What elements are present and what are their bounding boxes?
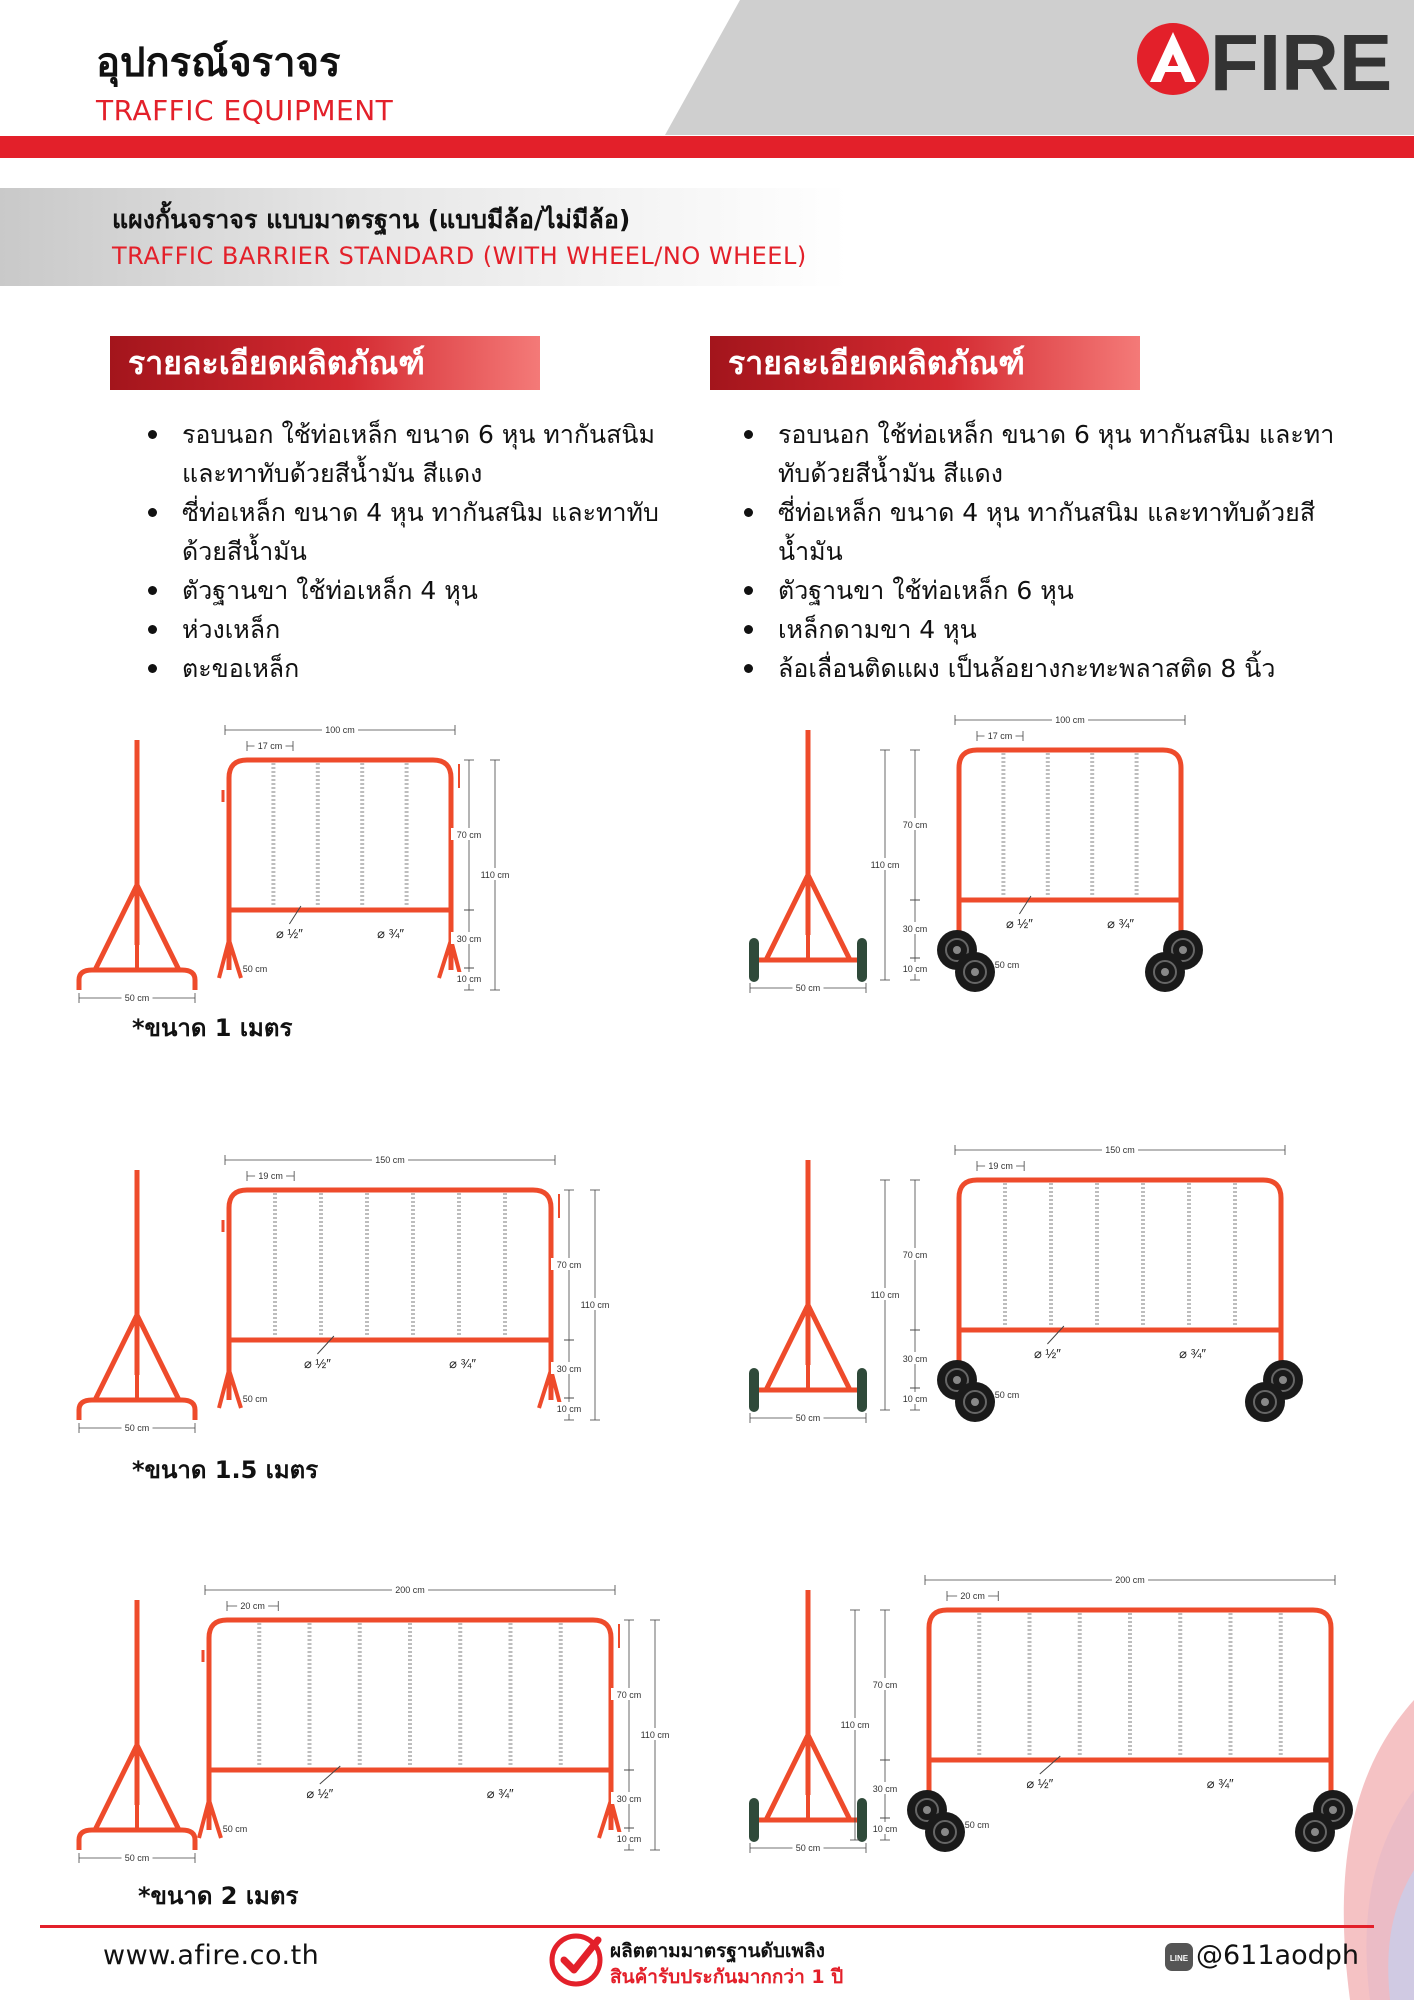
wheel-axle (1161, 968, 1169, 976)
side-wheel (857, 1798, 867, 1842)
side-wheel (749, 938, 759, 982)
dimension-label: 50 cm (795, 1413, 821, 1423)
svg-text:LINE: LINE (1169, 1954, 1189, 1963)
dimension-label: 150 cm (375, 1155, 405, 1165)
details-heading-left: รายละเอียดผลิตภัณฑ์ (110, 336, 540, 390)
dimension-label: 20 cm (240, 1601, 265, 1611)
side-wheel (749, 1368, 759, 1412)
check-badge-icon (548, 1932, 604, 1988)
wheel-axle (953, 1376, 961, 1384)
barrier-frame (959, 1180, 1281, 1390)
feature-item: ซี่ท่อเหล็ก ขนาด 4 หุน ทากันสนิม และทาทับด้วยสีน้ำมัน (148, 493, 698, 571)
wheel-axle (953, 946, 961, 954)
feature-item: ตะขอเหล็ก (148, 649, 698, 688)
dimension-label: ⌀ ½″ (1005, 916, 1033, 931)
feature-list-left (148, 415, 698, 688)
guarantee-line-1: ผลิตตามมาตรฐานดับเพลิง (610, 1940, 825, 1962)
dimension-label: 10 cm (902, 964, 928, 974)
barrier-drawing-with-wheel (740, 1140, 1380, 1440)
barrier-frame (229, 760, 451, 970)
dimension-label: 50 cm (124, 993, 150, 1003)
dimension-label: 50 cm (795, 983, 821, 993)
side-base (79, 1400, 195, 1420)
dimension-label: 110 cm (640, 1730, 670, 1740)
barrier-frame (959, 750, 1181, 960)
page-title-en: TRAFFIC EQUIPMENT (96, 94, 394, 127)
dimension-label: ⌀ ¾″ (486, 1786, 514, 1801)
details-heading-right: รายละเอียดผลิตภัณฑ์ (710, 336, 1140, 390)
wheel-axle (1261, 1398, 1269, 1406)
side-base (79, 1830, 195, 1850)
dimension-label: 70 cm (902, 1250, 928, 1260)
dimension-label: 70 cm (556, 1260, 582, 1270)
barrier-frame (229, 1190, 551, 1400)
side-wheel (749, 1798, 759, 1842)
dimension-label: 30 cm (872, 1784, 898, 1794)
dimension-label: 19 cm (258, 1171, 283, 1181)
barrier-drawing-with-wheel (740, 1570, 1380, 1870)
afire-logo (1136, 20, 1392, 98)
dimension-label: ⌀ ½″ (306, 1786, 334, 1801)
feature-item: เหล็กดามขา 4 หุน (744, 610, 1344, 649)
wheel-axle (1179, 946, 1187, 954)
dimension-label: ⌀ ¾″ (1206, 1776, 1234, 1791)
dimension-label: ⌀ ¾″ (1179, 1346, 1207, 1361)
dimension-label: 110 cm (870, 860, 900, 870)
dimension-label: 100 cm (1055, 715, 1085, 725)
dimension-label: 70 cm (872, 1680, 898, 1690)
size-label-1-5m: *ขนาด 1.5 เมตร (132, 1456, 319, 1484)
dimension-label: 20 cm (960, 1591, 985, 1601)
dimension-label: 50 cm (795, 1843, 821, 1853)
dimension-label: 70 cm (456, 830, 482, 840)
dimension-label: 30 cm (902, 924, 928, 934)
wheel-axle (971, 968, 979, 976)
a-triangle-logo-icon (1136, 20, 1392, 98)
dimension-label: 10 cm (872, 1824, 898, 1834)
barrier-drawing-with-wheel (740, 710, 1380, 1010)
side-wheel (857, 1368, 867, 1412)
dimension-label: 10 cm (556, 1404, 582, 1414)
dimension-label: 50 cm (242, 1394, 268, 1404)
dimension-label: ⌀ ½″ (1026, 1776, 1054, 1791)
feature-item: รอบนอก ใช้ท่อเหล็ก ขนาด 6 หุน ทากันสนิม และทาทับด้วยสีน้ำมัน สีแดง (744, 415, 1344, 493)
dimension-label: 30 cm (616, 1794, 642, 1804)
barrier-drawing-no-wheel (60, 1150, 700, 1450)
dimension-label: 17 cm (257, 741, 283, 751)
logo-text: FIRE (1210, 20, 1392, 98)
dimension-label: 17 cm (987, 731, 1013, 741)
dimension-label: 30 cm (902, 1354, 928, 1364)
dimension-label: 70 cm (902, 820, 928, 830)
section-title-en: TRAFFIC BARRIER STANDARD (WITH WHEEL/NO WHEEL) (112, 242, 807, 270)
side-base (79, 970, 195, 990)
dimension-label: 150 cm (1105, 1145, 1135, 1155)
dimension-label: 50 cm (994, 960, 1020, 970)
dimension-label: 30 cm (456, 934, 482, 944)
dimension-label: 110 cm (480, 870, 510, 880)
feature-item: ล้อเลื่อนติดแผง เป็นล้อยางกะทะพลาสติด 8 นิ้ว (744, 649, 1344, 688)
dimension-label: 100 cm (325, 725, 355, 735)
wheel-axle (1279, 1376, 1287, 1384)
dimension-label: 50 cm (124, 1853, 150, 1863)
feature-item: ห่วงเหล็ก (148, 610, 698, 649)
dimension-label: ⌀ ¾″ (1107, 916, 1135, 931)
dimension-label: 110 cm (870, 1290, 900, 1300)
dimension-label: 50 cm (124, 1423, 150, 1433)
dimension-label: 110 cm (580, 1300, 610, 1310)
dimension-label: 10 cm (456, 974, 482, 984)
section-title-th: แผงกั้นจราจร แบบมาตรฐาน (แบบมีล้อ/ไม่มีล้อ) (112, 205, 631, 234)
feature-list-right (744, 415, 1344, 688)
dimension-label: 200 cm (395, 1585, 425, 1595)
feature-item: รอบนอก ใช้ท่อเหล็ก ขนาด 6 หุน ทากันสนิม และทาทับด้วยสีน้ำมัน สีแดง (148, 415, 698, 493)
line-app-icon (1164, 1942, 1194, 1972)
dimension-label: ⌀ ¾″ (377, 926, 405, 941)
size-label-1m: *ขนาด 1 เมตร (132, 1014, 293, 1042)
size-label-2m: *ขนาด 2 เมตร (138, 1882, 299, 1910)
header-red-bar (0, 136, 1414, 158)
side-wheel (857, 938, 867, 982)
dimension-label: 50 cm (242, 964, 268, 974)
barrier-drawing-no-wheel (60, 1580, 700, 1880)
dimension-label: 30 cm (556, 1364, 582, 1374)
dimension-label: 10 cm (902, 1394, 928, 1404)
wheel-axle (971, 1398, 979, 1406)
dimension-label: 200 cm (1115, 1575, 1145, 1585)
wheel-axle (923, 1806, 931, 1814)
footer-divider (40, 1925, 1374, 1928)
dimension-label: 50 cm (964, 1820, 990, 1830)
barrier-drawing-no-wheel (60, 720, 700, 1020)
dimension-label: ⌀ ½″ (1033, 1346, 1061, 1361)
line-id: @611aodph (1196, 1940, 1359, 1971)
dimension-label: 50 cm (994, 1390, 1020, 1400)
dimension-label: 50 cm (222, 1824, 248, 1834)
dimension-label: ⌀ ¾″ (449, 1356, 477, 1371)
dimension-label: 10 cm (616, 1834, 642, 1844)
dimension-label: 110 cm (840, 1720, 870, 1730)
feature-item: ตัวฐานขา ใช้ท่อเหล็ก 4 หุน (148, 571, 698, 610)
wheel-axle (941, 1828, 949, 1836)
dimension-label: 70 cm (616, 1690, 642, 1700)
dimension-label: ⌀ ½″ (303, 1356, 331, 1371)
page-title-th: อุปกรณ์จราจร (96, 40, 341, 86)
dimension-label: ⌀ ½″ (275, 926, 303, 941)
dimension-label: 19 cm (988, 1161, 1013, 1171)
website-link[interactable]: www.afire.co.th (103, 1940, 320, 1971)
feature-item: ซี่ท่อเหล็ก ขนาด 4 หุน ทากันสนิม และทาทับด้วยสีน้ำมัน (744, 493, 1344, 571)
guarantee-line-2: สินค้ารับประกันมากกว่า 1 ปี (610, 1966, 844, 1988)
feature-item: ตัวฐานขา ใช้ท่อเหล็ก 6 หุน (744, 571, 1344, 610)
